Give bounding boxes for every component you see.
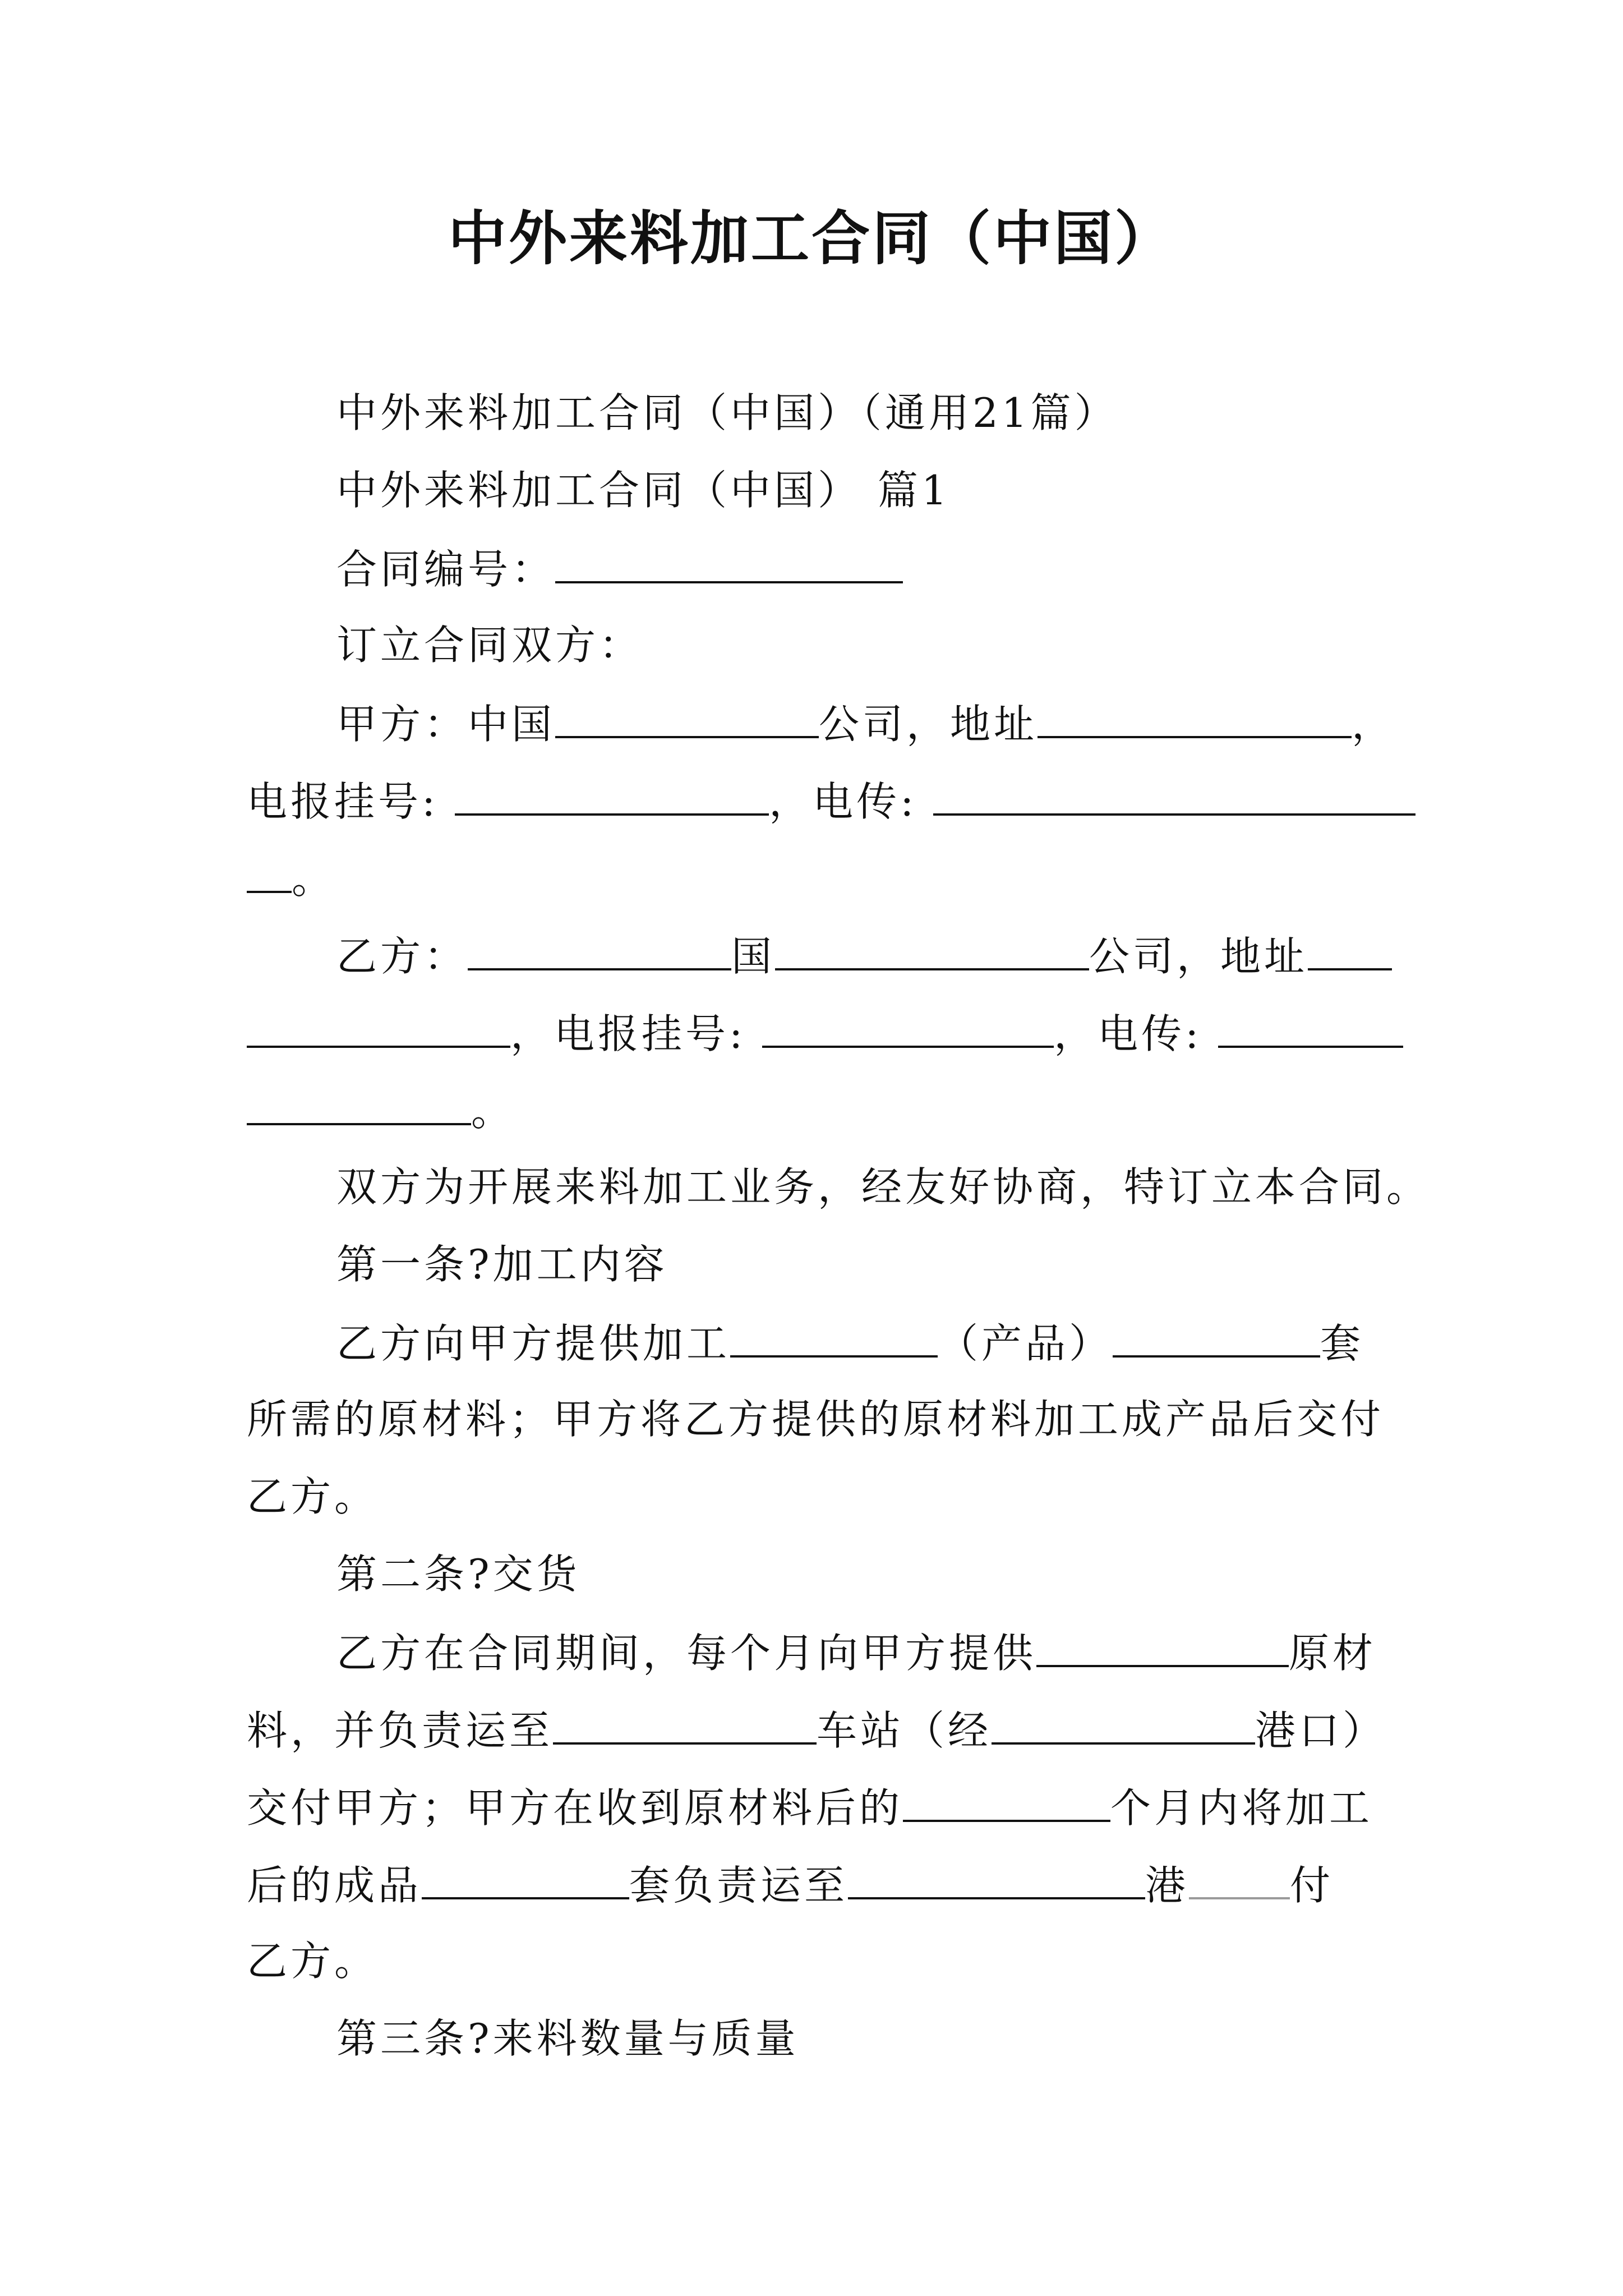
party-b-fax-blank[interactable] — [1218, 1006, 1403, 1048]
party-b-company-blank[interactable] — [775, 929, 1089, 970]
contract-number-blank[interactable] — [555, 542, 903, 583]
article-1-line-3: 乙方。 — [247, 1473, 379, 1520]
article-2-line-5: 乙方。 — [247, 1938, 379, 1985]
party-a-telegram-blank[interactable] — [455, 774, 769, 816]
article-2-line-2: 料，并负责运至 车站（经 港口） — [247, 1703, 1391, 1756]
article-2-months-blank[interactable] — [903, 1780, 1110, 1822]
party-a-company-blank[interactable] — [555, 697, 819, 738]
party-b-address-blank[interactable] — [1308, 929, 1392, 970]
article-1-heading: 第一条?加工内容 — [336, 1241, 668, 1288]
party-a-fax-blank-cont[interactable] — [247, 852, 292, 893]
article-2-material-blank[interactable] — [1036, 1626, 1289, 1667]
party-b-country-blank[interactable] — [468, 929, 731, 970]
article-2-station-blank[interactable] — [553, 1703, 817, 1745]
article-2-port-blank[interactable] — [992, 1703, 1255, 1745]
article-2-destination-blank[interactable] — [848, 1858, 1145, 1899]
party-a-line-2: 电报挂号: ，电传: — [247, 774, 1391, 827]
article-1-product-blank[interactable] — [730, 1316, 938, 1358]
party-b-address-blank-cont[interactable] — [247, 1006, 510, 1048]
parties-label: 订立合同双方： — [336, 622, 643, 669]
document-title: 中外来料加工合同（中国） — [448, 204, 1175, 273]
article-2-sets-blank[interactable] — [422, 1858, 629, 1899]
article-3-heading: 第三条?来料数量与质量 — [336, 2015, 799, 2062]
part-title: 中外来料加工合同（中国） 篇1 — [336, 467, 951, 514]
article-2-delivery-blank[interactable] — [1189, 1858, 1290, 1899]
party-a-address-blank[interactable] — [1038, 697, 1352, 738]
contract-number-label: 合同编号： — [336, 546, 556, 593]
party-a-fax-blank[interactable] — [933, 774, 1415, 816]
article-2-line-1: 乙方在合同期间，每个月向甲方提供 原材 — [336, 1626, 1391, 1679]
party-b-line-1: 乙方： 国 公司，地址 — [336, 929, 1391, 982]
party-a-line-3: 。 — [247, 852, 1391, 905]
purpose-statement: 双方为开展来料加工业务，经友好协商，特订立本合同。 — [336, 1163, 1431, 1211]
contract-number-line — [336, 542, 1391, 595]
article-2-line-3: 交付甲方；甲方在收到原材料后的 个月内将加工 — [247, 1780, 1391, 1834]
party-b-telegram-blank[interactable] — [762, 1006, 1054, 1048]
article-2-line-4: 后的成品 套负责运至 港 付 — [247, 1858, 1391, 1911]
article-1-quantity-blank[interactable] — [1113, 1316, 1320, 1358]
article-1-line-1: 乙方向甲方提供加工 （产品） 套 — [336, 1316, 1391, 1369]
article-1-line-2: 所需的原材料；甲方将乙方提供的原材料加工成产品后交付 — [247, 1396, 1385, 1443]
party-b-line-2: ，电报挂号: ，电传: — [247, 1006, 1391, 1060]
collection-title: 中外来料加工合同（中国）（通用21篇） — [336, 389, 1118, 436]
party-a-line-1: 甲方：中国 公司，地址 ， — [336, 697, 1391, 750]
party-b-line-3: 。 — [247, 1084, 1391, 1137]
article-2-heading: 第二条?交货 — [336, 1550, 580, 1598]
party-b-fax-blank-cont[interactable] — [247, 1084, 471, 1125]
